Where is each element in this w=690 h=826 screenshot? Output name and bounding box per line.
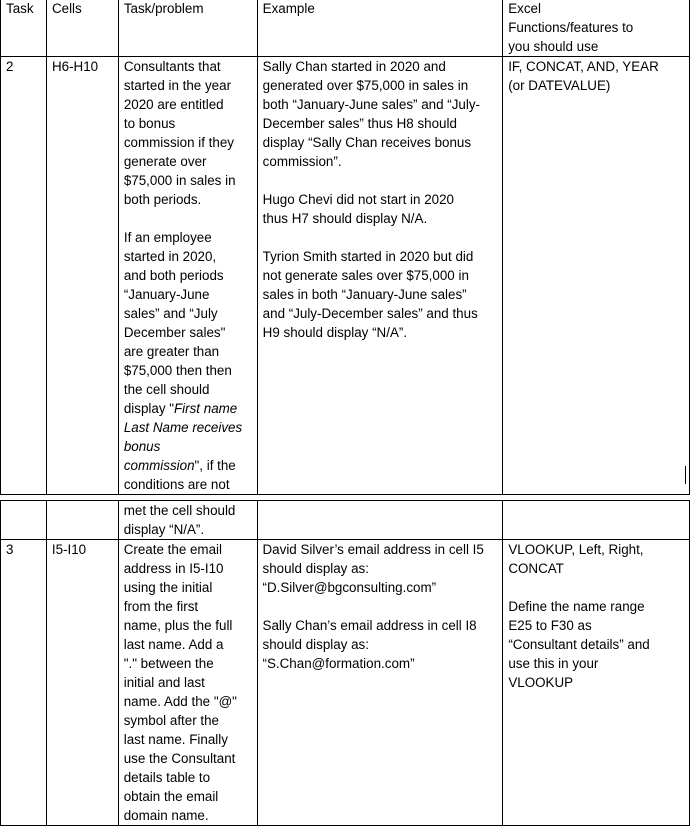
functions-text: Define the name range E25 to F30 as “Consultant details” and use this in your VLOOKUP xyxy=(508,599,650,690)
header-row xyxy=(1,0,690,57)
functions-text: VLOOKUP, Left, Right, CONCAT xyxy=(508,542,644,576)
text-cursor xyxy=(685,466,686,484)
task-number: 2 xyxy=(1,57,47,495)
header-problem: Task/problem xyxy=(118,0,257,57)
header-example: Example xyxy=(257,0,503,57)
example-text: Tyrion Smith started in 2020 but did not generate sales over $75,000 in sales in both “January-June sales” and “July-December sales” and thus H9 should display “N/A”. xyxy=(262,249,478,340)
task-table-page-2 xyxy=(0,500,690,826)
cells-range: I5-I10 xyxy=(46,540,118,826)
example-text: Sally Chan’s email address in cell I8 should display as: “S.Chan@formation.com” xyxy=(262,618,477,671)
header-cells: Cells xyxy=(46,0,118,57)
problem-cell: Create the email address in I5-I10 using the initial from the first name, plus the full last name. Add a "." between the initial and last name. Add the "@" symbol after the last name. Finally use the Consultant details table to obtain the email domain name. xyxy=(118,540,257,826)
header-functions: Excel Functions/features to you should use xyxy=(503,0,690,57)
example-text: Sally Chan started in 2020 and generated over $75,000 in sales in both “January-June sales” and “July- December sales” thus H8 should display “Sally Chan receives bonus commission”. xyxy=(262,59,481,169)
table-row xyxy=(1,540,690,826)
example-text: Hugo Chevi did not start in 2020 thus H7 should display N/A. xyxy=(262,192,454,226)
functions-cell xyxy=(503,540,690,826)
example-cell xyxy=(257,540,503,826)
problem-cell xyxy=(118,57,257,495)
problem-continuation: met the cell should display “N/A”. xyxy=(118,501,257,540)
header-task: Task xyxy=(1,0,47,57)
table-row-continuation xyxy=(1,501,690,540)
cells-range: H6-H10 xyxy=(46,57,118,495)
example-cell xyxy=(257,57,503,495)
problem-text: Consultants that started in the year 2020 are entitled to bonus commission if they generate over $75,000 in sales in both periods. xyxy=(123,59,236,207)
task-number: 3 xyxy=(1,540,47,826)
problem-condition-text: If an employee started in 2020, and both periods “January-June sales” and “July December sales" are greater than $75,000 then then the cell should display "First name Last Name receives bonus commission", if the conditions are not xyxy=(123,230,243,492)
functions-cell: IF, CONCAT, AND, YEAR (or DATEVALUE) xyxy=(503,57,690,495)
example-text: David Silver’s email address in cell I5 should display as: “D.Silver@bgconsulting.com” xyxy=(262,542,484,595)
table-row xyxy=(1,57,690,495)
